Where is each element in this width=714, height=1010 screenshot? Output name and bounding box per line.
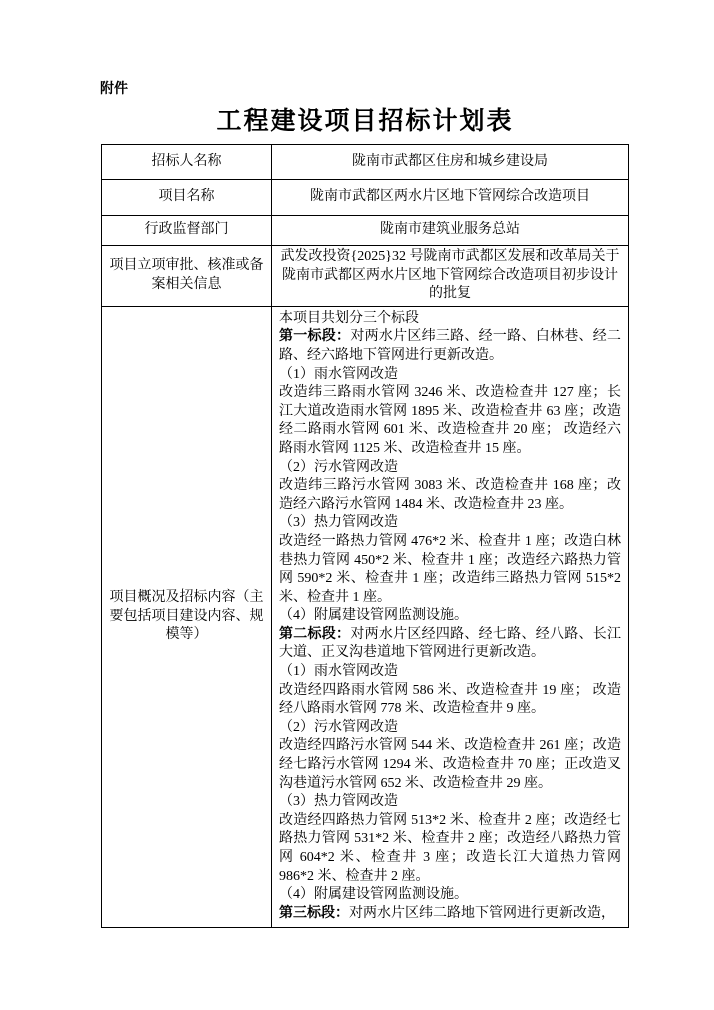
table-row-supervising-department [102, 216, 629, 246]
overview-paragraph: （4）附属建设管网监测设施。 [279, 608, 468, 624]
table-row-approval-info [102, 246, 629, 307]
table-row-project-name [102, 180, 629, 216]
overview-paragraph: （2）污水管网改造 [279, 719, 398, 735]
overview-paragraph: 改造纬三路污水管网 3083 米、改造检查井 168 座；改造经六路污水管网 1484 米、改造检查井 23 座。 [279, 478, 621, 512]
overview-paragraph: 本项目共划分三个标段 [279, 310, 419, 326]
tenderee-name-label: 招标人名称 [102, 145, 272, 180]
overview-paragraph: 改造经四路污水管网 544 米、改造检查井 261 座；改造经七路污水管网 1294 米、改造检查井 70 座；正改造叉沟巷道污水管网 652 米、改造检查井 29 座。 [279, 738, 621, 791]
page-title: 工程建设项目招标计划表 [216, 108, 514, 135]
overview-paragraph: （3）热力管网改造 [279, 515, 398, 531]
approval-info-label: 项目立项审批、核准或备案相关信息 [102, 246, 272, 307]
project-name-value: 陇南市武都区两水片区地下管网综合改造项目 [272, 180, 629, 216]
tenderee-name-value: 陇南市武都区住房和城乡建设局 [272, 145, 629, 180]
attachment-label: 附件 [100, 82, 128, 97]
table-row-tenderee [102, 145, 629, 180]
overview-paragraph: 改造纬三路雨水管网 3246 米、改造检查井 127 座；长江大道改造雨水管网 1895 米、改造检查井 63 座；改造经二路雨水管网 601 米、改造检查井 20 座； 改造经六路雨水管网 1125 米、改造检查井 15 座。 [279, 385, 621, 456]
supervising-department-value: 陇南市建筑业服务总站 [272, 216, 629, 246]
overview-paragraph: （3）热力管网改造 [279, 794, 398, 810]
project-name-label: 项目名称 [102, 180, 272, 216]
overview-content [272, 306, 629, 928]
supervising-department-label: 行政监督部门 [102, 216, 272, 246]
overview-paragraph: 改造经一路热力管网 476*2 米、检查井 1 座；改造白林巷热力管网 450*2 米、检查井 1 座；改造经六路热力管网 590*2 米、检查井 1 座；改造纬三路热力管网 515*2 米、检查井 1 座。 [279, 533, 621, 605]
overview-paragraph: 第二标段：对两水片区经四路、经七路、经八路、长江大道、正叉沟巷道地下管网进行更新改造。 [279, 626, 622, 661]
table-row-project-overview [102, 306, 629, 928]
overview-paragraph: 第三标段：对两水片区纬二路地下管网进行更新改造， [279, 905, 615, 921]
approval-info-value: 武发改投资{2025}32 号陇南市武都区发展和改革局关于陇南市武都区两水片区地下管网综合改造项目初步设计的批复 [272, 246, 629, 307]
overview-paragraph: 改造经四路雨水管网 586 米、改造检查井 19 座； 改造经八路雨水管网 778 米、改造检查井 9 座。 [279, 682, 621, 717]
overview-paragraph: （1）雨水管网改造 [279, 664, 398, 680]
overview-paragraph: 第一标段：对两水片区纬三路、经一路、白林巷、经二路、经六路地下管网进行更新改造。 [279, 329, 622, 363]
overview-paragraph: 改造经四路热力管网 513*2 米、检查井 2 座；改造经七路热力管网 531*2 米、检查井 2 座；改造经八路热力管网 604*2 米、检查井 3 座；改造长江大道热力管网 986*2 米、检查井 2 座。 [279, 812, 621, 884]
project-overview-label: 项目概况及招标内容（主要包括项目建设内容、规模等） [102, 306, 272, 928]
section-lead: 第一标段： [279, 329, 351, 345]
bidding-plan-table [101, 144, 629, 928]
section-lead: 第二标段： [279, 626, 351, 642]
section-lead: 第三标段： [279, 905, 349, 921]
overview-paragraph: （1）雨水管网改造 [279, 366, 398, 382]
overview-paragraph: （4）附属建设管网监测设施。 [279, 887, 468, 903]
overview-paragraph: （2）污水管网改造 [279, 459, 398, 475]
